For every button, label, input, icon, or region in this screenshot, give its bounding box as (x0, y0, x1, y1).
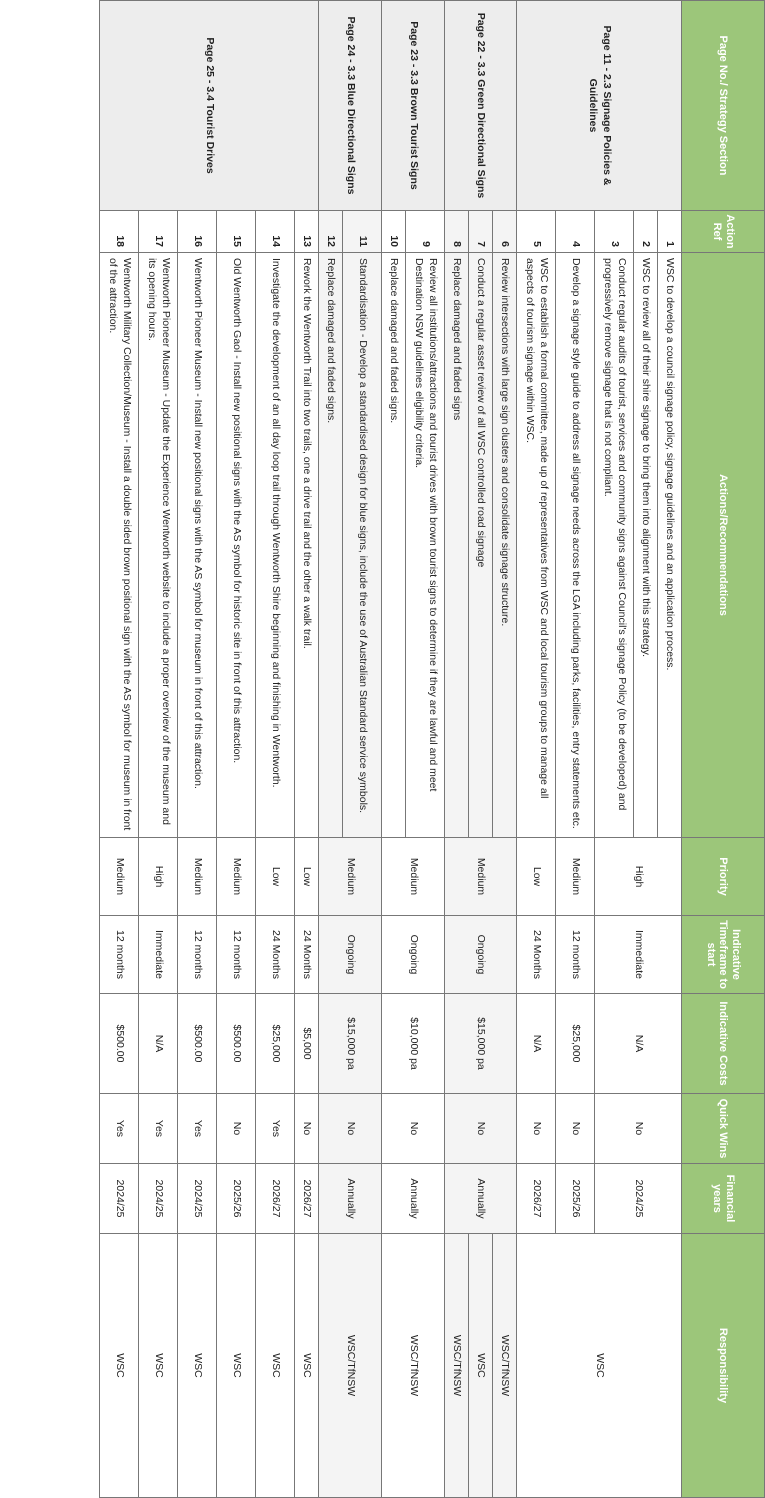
action-text: Old Wentworth Gaol - Install new positional signs with the AS symbol for historic site in front of this attraction. (217, 253, 256, 838)
priority-cell: Low (256, 838, 295, 916)
table-row (178, 1, 217, 1498)
financial-years-cell: 2024/25 (100, 1164, 139, 1234)
action-ref: 3 (595, 211, 634, 253)
timeframe-cell: Ongoing (319, 916, 382, 994)
priority-cell: Medium (178, 838, 217, 916)
responsibility-cell: WSC (256, 1234, 295, 1498)
costs-cell: N/A (139, 994, 178, 1094)
priority-cell: Medium (319, 838, 382, 916)
action-text: Review all institutions/attractions and tourist drives with brown tourist signs to determine if they are lawful and meet Destination NSW guidelines eligibility criteria. (406, 253, 445, 838)
action-text: Wentworth Pioneer Museum - Update the Experience Wentworth website to include a proper overview of the museum and its opening hours. (139, 253, 178, 838)
action-ref: 15 (217, 211, 256, 253)
priority-cell: Medium (556, 838, 595, 916)
action-text: Replace damaged and faded signs (445, 253, 469, 838)
header-ref: Action Ref (682, 211, 765, 253)
action-text: Conduct a regular asset review of all WSC controlled road signage (469, 253, 493, 838)
action-ref: 14 (256, 211, 295, 253)
responsibility-cell: WSC/TfNSW (382, 1234, 445, 1498)
priority-cell: High (595, 838, 682, 916)
financial-years-cell: 2025/26 (556, 1164, 595, 1234)
action-text: Conduct regular audits of tourist, services and community signs against Council's signage Policy (to be developed) and progressively remove signage that is not compliant. (595, 253, 634, 838)
timeframe-cell: 12 months (178, 916, 217, 994)
timeframe-cell: Ongoing (445, 916, 517, 994)
costs-cell: N/A (595, 994, 682, 1094)
action-ref: 11 (343, 211, 382, 253)
responsibility-cell: WSC/TfNSW (319, 1234, 382, 1498)
priority-cell: Medium (445, 838, 517, 916)
quick-wins-cell: No (517, 1094, 556, 1164)
action-ref: 6 (493, 211, 517, 253)
responsibility-cell: WSC (217, 1234, 256, 1498)
header-costs: Indicative Costs (682, 994, 765, 1094)
table-row (343, 1, 382, 1498)
costs-cell: $25,000 (256, 994, 295, 1094)
table-row (100, 1, 139, 1498)
responsibility-cell: WSC (469, 1234, 493, 1498)
timeframe-cell: 24 Months (295, 916, 319, 994)
quick-wins-cell: No (595, 1094, 682, 1164)
quick-wins-cell: Yes (178, 1094, 217, 1164)
section-label: Page 22 - 3.3 Green Directional Signs (445, 1, 517, 211)
responsibility-cell: WSC (178, 1234, 217, 1498)
responsibility-cell: WSC/TfNSW (493, 1234, 517, 1498)
action-text: Develop a signage style guide to address all signage needs across the LGA including parks, facilities, entry statements etc. (556, 253, 595, 838)
table-row (406, 1, 445, 1498)
action-text: Replace damaged and faded signs. (382, 253, 406, 838)
action-text: WSC to develop a council signage policy, signage guidelines and an application process. (658, 253, 682, 838)
action-ref: 18 (100, 211, 139, 253)
table-row (658, 1, 682, 1498)
timeframe-cell: 12 months (217, 916, 256, 994)
quick-wins-cell: No (556, 1094, 595, 1164)
costs-cell: $5,000 (295, 994, 319, 1094)
responsibility-cell: WSC/TfNSW (445, 1234, 469, 1498)
timeframe-cell: 12 months (556, 916, 595, 994)
action-ref: 1 (658, 211, 682, 253)
header-section: Page No./ Strategy Section (682, 1, 765, 211)
priority-cell: Medium (100, 838, 139, 916)
timeframe-cell: Immediate (595, 916, 682, 994)
responsibility-cell: WSC (139, 1234, 178, 1498)
costs-cell: $25,000 (556, 994, 595, 1094)
timeframe-cell: Immediate (139, 916, 178, 994)
financial-years-cell: 2024/25 (595, 1164, 682, 1234)
action-text: Review intersections with large sign clusters and consolidate signage structure. (493, 253, 517, 838)
costs-cell: $500.00 (217, 994, 256, 1094)
table-row (217, 1, 256, 1498)
section-label: Page 25 - 3.4 Tourist Drives (100, 1, 319, 211)
quick-wins-cell: No (445, 1094, 517, 1164)
costs-cell: $500.00 (100, 994, 139, 1094)
responsibility-cell: WSC (100, 1234, 139, 1498)
financial-years-cell: Annually (382, 1164, 445, 1234)
action-ref: 10 (382, 211, 406, 253)
priority-cell: Medium (217, 838, 256, 916)
financial-years-cell: Annually (445, 1164, 517, 1234)
costs-cell: $10,000 pa (382, 994, 445, 1094)
action-ref: 5 (517, 211, 556, 253)
table-row (469, 1, 493, 1498)
quick-wins-cell: Yes (256, 1094, 295, 1164)
timeframe-cell: 24 Months (256, 916, 295, 994)
header-responsibility: Responsibility (682, 1234, 765, 1498)
timeframe-cell: 12 months (100, 916, 139, 994)
financial-years-cell: 2026/27 (517, 1164, 556, 1234)
costs-cell: N/A (517, 994, 556, 1094)
quick-wins-cell: No (217, 1094, 256, 1164)
action-ref: 8 (445, 211, 469, 253)
header-priority: Priority (682, 838, 765, 916)
costs-cell: $500.00 (178, 994, 217, 1094)
action-text: WSC to establish a formal committee, made up of representatives from WSC and local tourism groups to manage all aspects of tourism signage within WSC. (517, 253, 556, 838)
header-actions: Actions/Recommendations (682, 253, 765, 838)
header-quick-wins: Quick Wins (682, 1094, 765, 1164)
responsibility-cell: WSC (295, 1234, 319, 1498)
priority-cell: Low (295, 838, 319, 916)
financial-years-cell: Annually (319, 1164, 382, 1234)
action-text: Investigate the development of an all day loop trail through Wentworth Shire beginning and finishing in Wentworth. (256, 253, 295, 838)
financial-years-cell: 2026/27 (256, 1164, 295, 1234)
section-label: Page 24 - 3.3 Blue Directional Signs (319, 1, 382, 211)
financial-years-cell: 2024/25 (139, 1164, 178, 1234)
action-ref: 9 (406, 211, 445, 253)
table-row (493, 1, 517, 1498)
action-ref: 17 (139, 211, 178, 253)
table-row (256, 1, 295, 1498)
action-ref: 4 (556, 211, 595, 253)
priority-cell: Medium (382, 838, 445, 916)
action-plan-table (99, 0, 765, 1498)
action-text: Standardisation - Develop a standardised design for blue signs, include the use of Australian Standard service symbols. (343, 253, 382, 838)
quick-wins-cell: Yes (139, 1094, 178, 1164)
action-text: Rework the Wentworth Trail into two trails, one a drive trail and the other a walk trail. (295, 253, 319, 838)
financial-years-cell: 2025/26 (217, 1164, 256, 1234)
action-ref: 2 (634, 211, 658, 253)
header-timeframe: Indicative Timeframe to start (682, 916, 765, 994)
header-financial-years: Financial years (682, 1164, 765, 1234)
action-text: WSC to review all of their shire signage to bring them into alignment with this strategy. (634, 253, 658, 838)
quick-wins-cell: Yes (100, 1094, 139, 1164)
timeframe-cell: 24 Months (517, 916, 556, 994)
action-ref: 13 (295, 211, 319, 253)
costs-cell: $15,000 pa (319, 994, 382, 1094)
header-row (682, 1, 765, 1498)
action-text: Wentworth Pioneer Museum - Install new positional signs with the AS symbol for museum in front of this attraction. (178, 253, 217, 838)
table-row (139, 1, 178, 1498)
quick-wins-cell: No (319, 1094, 382, 1164)
section-label: Page 11 - 2.3 Signage Policies & Guidelines (517, 1, 682, 211)
costs-cell: $15,000 pa (445, 994, 517, 1094)
quick-wins-cell: No (382, 1094, 445, 1164)
section-label: Page 23 - 3.3 Brown Tourist Signs (382, 1, 445, 211)
table-row (295, 1, 319, 1498)
financial-years-cell: 2024/25 (178, 1164, 217, 1234)
financial-years-cell: 2026/27 (295, 1164, 319, 1234)
action-ref: 12 (319, 211, 343, 253)
table-row (445, 1, 469, 1498)
action-text: Replace damaged and faded signs. (319, 253, 343, 838)
priority-cell: Low (517, 838, 556, 916)
responsibility-cell: WSC (517, 1234, 682, 1498)
action-ref: 16 (178, 211, 217, 253)
action-text: Wentworth Military Collection/Museum - Install a double sided brown positional sign with the AS symbol for museum in front of the attraction. (100, 253, 139, 838)
quick-wins-cell: No (295, 1094, 319, 1164)
action-ref: 7 (469, 211, 493, 253)
priority-cell: High (139, 838, 178, 916)
timeframe-cell: Ongoing (382, 916, 445, 994)
